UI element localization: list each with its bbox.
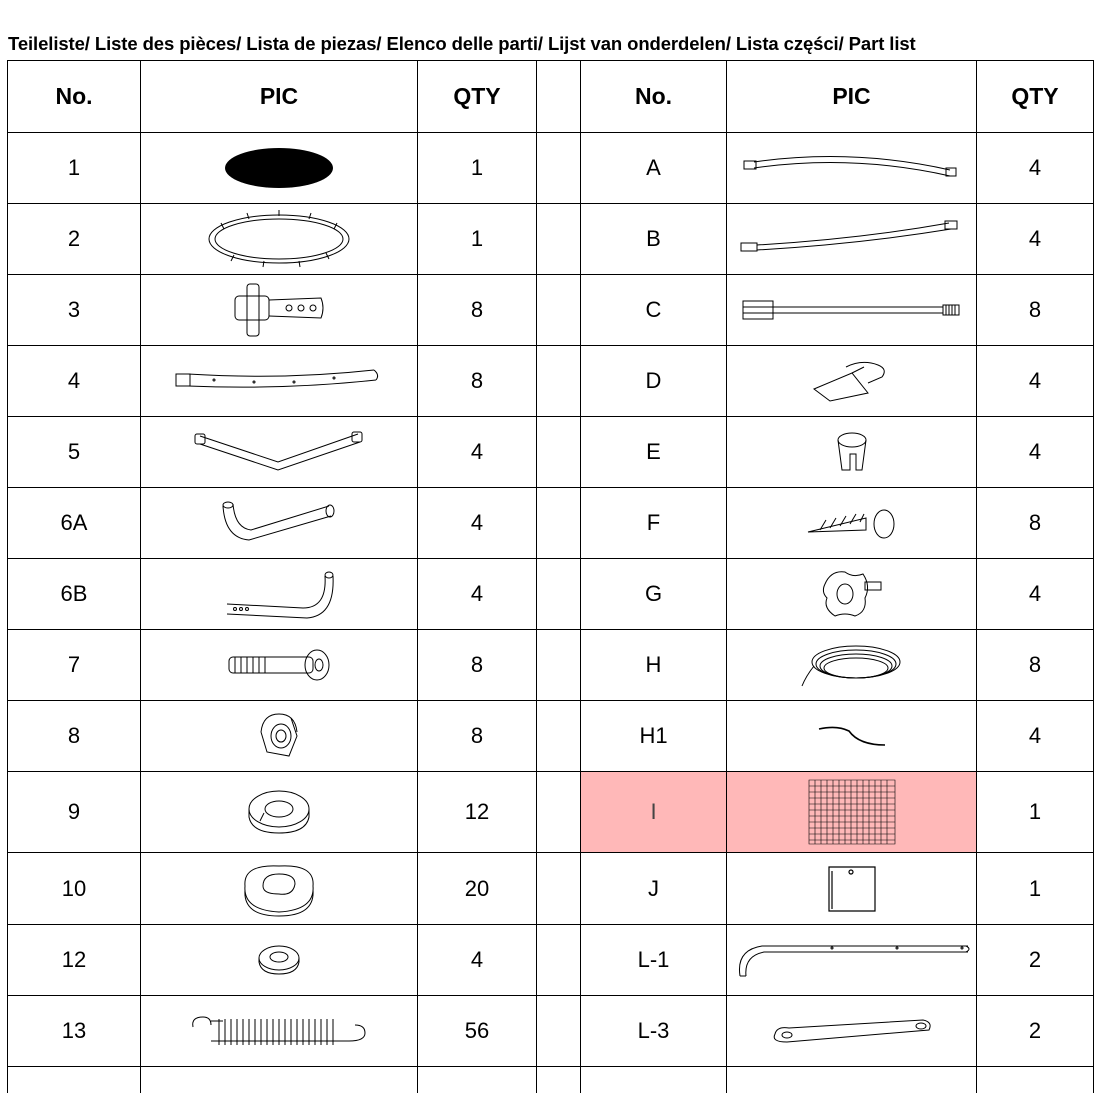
table-header-row (8, 61, 1094, 133)
part-qty: 1 (977, 853, 1094, 925)
l-tube-icon (223, 568, 335, 620)
v-tube-icon (194, 430, 364, 474)
part-qty: 4 (418, 925, 537, 996)
part-qty: 1 (418, 133, 537, 204)
part-number: I (581, 772, 727, 853)
cord-icon (817, 723, 887, 749)
table-row (8, 275, 1094, 346)
header-qty: QTY (977, 61, 1094, 133)
part-qty: 2 (977, 925, 1094, 996)
part-number: 13 (8, 996, 141, 1067)
part-number: D (581, 346, 727, 417)
part-number: L-1 (581, 925, 727, 996)
part-number: 3 (8, 275, 141, 346)
wave-washer-icon (241, 860, 317, 918)
curved-tube-icon (174, 366, 384, 396)
part-number: 8 (8, 701, 141, 772)
curved-pole-icon (742, 148, 962, 188)
part-qty: 8 (418, 275, 537, 346)
clip-icon (812, 359, 892, 403)
part-number: 10 (8, 853, 141, 925)
table-row (8, 417, 1094, 488)
small-washer-icon (256, 942, 302, 978)
part-number: 4 (8, 346, 141, 417)
part-qty: 4 (977, 701, 1094, 772)
spring-icon (189, 1011, 369, 1051)
part-number: 1 (8, 133, 141, 204)
parts-list-heading: Teileliste/ Liste des pièces/ Lista de piezas/ Elenco delle parti/ Lijst van onderdelen/ Lista części/ Part list (8, 33, 916, 54)
end-cap-icon (834, 430, 870, 474)
table-row (8, 559, 1094, 630)
part-number: 6B (8, 559, 141, 630)
curved-pole-icon (739, 219, 964, 259)
header-no: No. (581, 61, 727, 133)
spring-ring-icon (204, 209, 354, 269)
table-row (8, 996, 1094, 1067)
part-number: 9 (8, 772, 141, 853)
cord-coil-icon (800, 642, 904, 688)
header-no: No. (8, 61, 141, 133)
part-qty: 4 (977, 417, 1094, 488)
parts-table (7, 60, 1094, 1093)
screw-icon (806, 506, 898, 540)
part-qty: 4 (977, 133, 1094, 204)
l-tube-icon (219, 498, 339, 548)
table-row (8, 853, 1094, 925)
table-row (8, 488, 1094, 559)
short-bar-icon (767, 1016, 937, 1046)
t-connector-icon (229, 280, 329, 340)
part-qty: 8 (977, 275, 1094, 346)
part-number: L-3 (581, 996, 727, 1067)
part-number: 6A (8, 488, 141, 559)
table-row (8, 630, 1094, 701)
nut-icon (257, 710, 301, 762)
part-qty: 56 (418, 996, 537, 1067)
header-pic: PIC (727, 61, 977, 133)
part-number: 2 (8, 204, 141, 275)
table-row (8, 346, 1094, 417)
part-qty: 12 (418, 772, 537, 853)
part-number: H1 (581, 701, 727, 772)
part-number: C (581, 275, 727, 346)
part-number: 12 (8, 925, 141, 996)
table-row (8, 133, 1094, 204)
part-number: G (581, 559, 727, 630)
panel-icon (827, 865, 877, 913)
part-qty: 8 (418, 630, 537, 701)
safety-net-icon (807, 778, 897, 846)
part-qty: 8 (418, 701, 537, 772)
part-qty: 1 (418, 204, 537, 275)
table-row-partial (8, 1067, 1094, 1094)
header-pic: PIC (141, 61, 418, 133)
part-qty: 8 (977, 630, 1094, 701)
bolt-icon (227, 648, 331, 682)
part-qty: 2 (977, 996, 1094, 1067)
part-number: J (581, 853, 727, 925)
table-row (8, 925, 1094, 996)
threaded-rod-icon (741, 298, 963, 322)
part-qty: 8 (977, 488, 1094, 559)
part-number: 7 (8, 630, 141, 701)
round-mat-icon (219, 143, 339, 193)
part-qty: 4 (977, 346, 1094, 417)
part-qty: 1 (977, 772, 1094, 853)
header-qty: QTY (418, 61, 537, 133)
split-washer-icon (246, 787, 312, 837)
part-number: A (581, 133, 727, 204)
part-number: B (581, 204, 727, 275)
part-qty: 4 (977, 204, 1094, 275)
part-number: F (581, 488, 727, 559)
part-qty: 4 (418, 488, 537, 559)
table-row (8, 772, 1094, 853)
part-number: 5 (8, 417, 141, 488)
part-qty: 4 (418, 417, 537, 488)
part-number: H (581, 630, 727, 701)
table-row (8, 701, 1094, 772)
knob-icon (819, 566, 885, 622)
column-gap (537, 61, 581, 133)
hook-bar-icon (732, 940, 972, 980)
part-qty: 4 (977, 559, 1094, 630)
part-qty: 20 (418, 853, 537, 925)
table-row (8, 204, 1094, 275)
part-qty: 8 (418, 346, 537, 417)
part-number: E (581, 417, 727, 488)
part-qty: 4 (418, 559, 537, 630)
